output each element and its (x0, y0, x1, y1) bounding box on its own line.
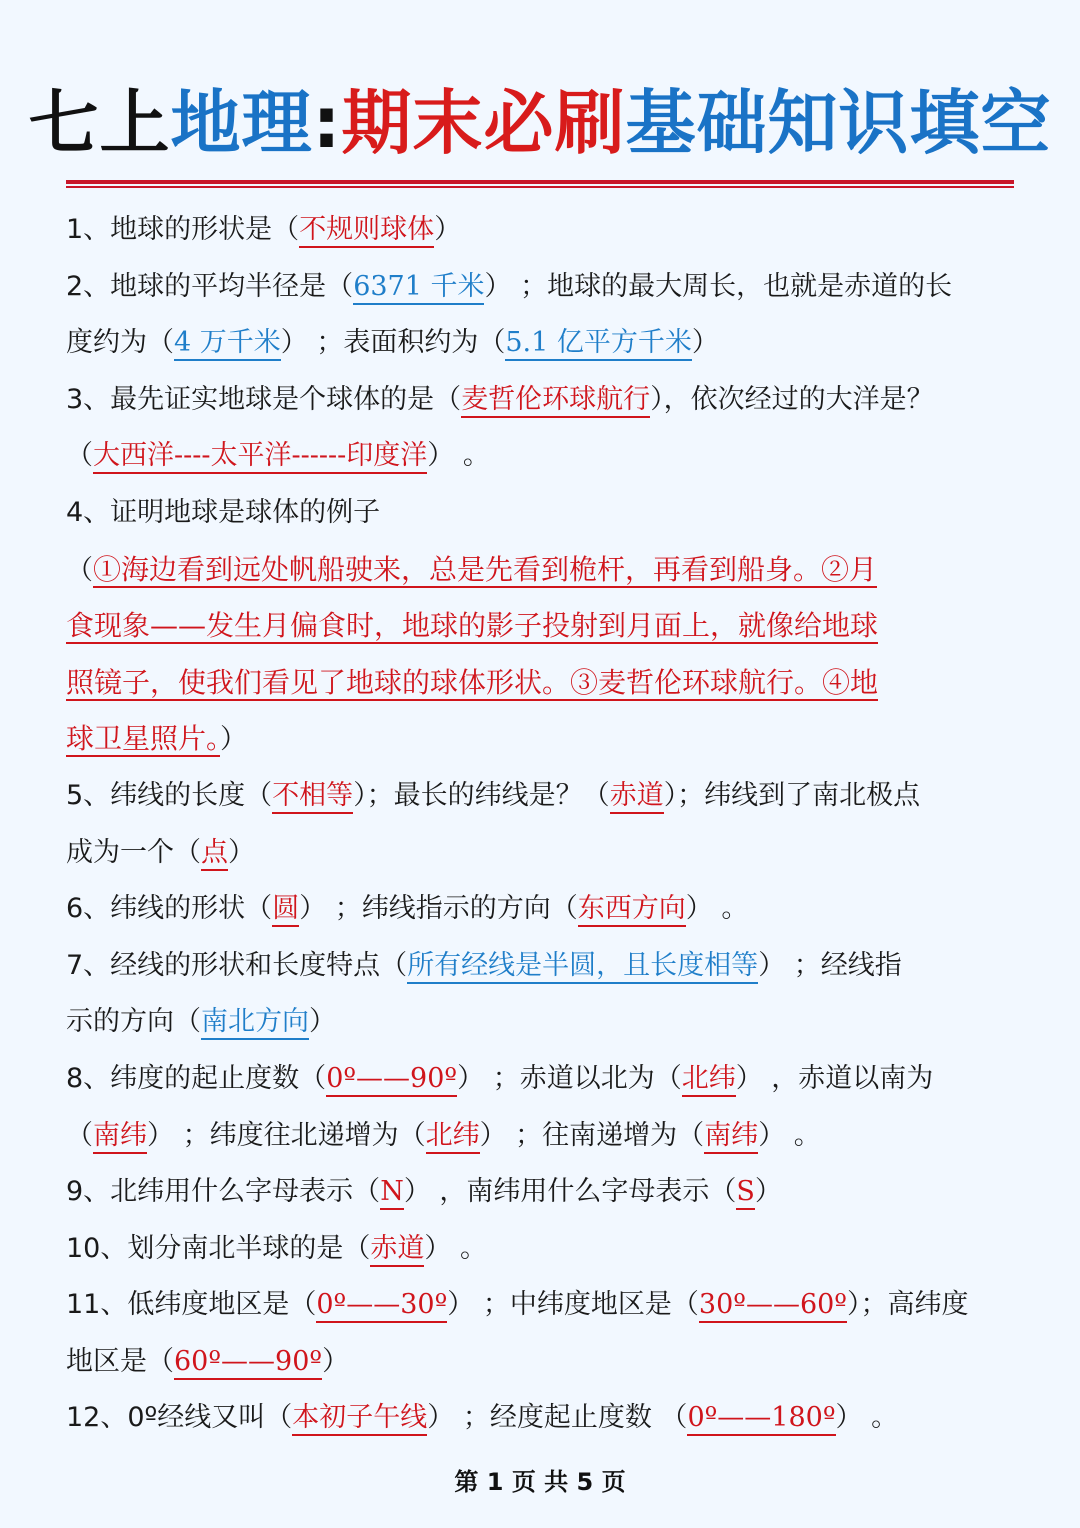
question-4-line-2 (66, 542, 1016, 599)
question-text: 5、纬线的长度（ (66, 779, 273, 811)
answer: 本初子午线 (292, 1402, 427, 1436)
answer: 南纬 (93, 1120, 147, 1154)
question-text: 6、纬线的形状（ (66, 893, 273, 925)
question-text: ） ；表面积约为（ (280, 327, 506, 359)
question-7-line-1 (66, 938, 1016, 995)
page-title (0, 78, 1080, 168)
question-text: ）；高纬度 (847, 1289, 969, 1321)
title-colon: : (312, 82, 342, 164)
title-topic: 基础知识填空 (625, 82, 1052, 164)
answer: 0º——180º (687, 1402, 835, 1436)
question-text: ） (322, 1345, 350, 1377)
answer: 0º——30º (316, 1289, 447, 1323)
answer: 北纬 (426, 1120, 480, 1154)
question-9 (66, 1164, 1016, 1221)
question-text: 11、低纬度地区是（ (66, 1289, 317, 1321)
answer: 食现象——发生月偏食时，地球的影子投射到月面上，就像给地球 (66, 609, 879, 643)
question-5-line-2 (66, 825, 1016, 882)
question-text: ） ；经线指 (758, 949, 902, 981)
answer: 所有经线是半圆，且长度相等 (407, 950, 758, 984)
question-text: ） ；经度起止度数 （ (427, 1402, 688, 1434)
question-text: ） (309, 1006, 336, 1038)
question-text: 地区是（ (66, 1345, 174, 1377)
answer: 东西方向 (578, 893, 686, 927)
title-rule-thick (66, 180, 1014, 184)
question-4-line-3 (66, 598, 1016, 655)
question-text: （ (66, 554, 93, 586)
question-text: ） 。 (758, 1119, 821, 1151)
question-text: （ (66, 440, 93, 472)
question-text: ） ，南纬用什么字母表示（ (403, 1176, 737, 1208)
question-11-line-2 (66, 1334, 1016, 1391)
answer: 南北方向 (201, 1006, 309, 1040)
question-text: 8、纬度的起止度数（ (66, 1062, 327, 1094)
question-text: ），依次经过的大洋是？ (650, 383, 934, 415)
question-7-line-2 (66, 994, 1016, 1051)
answer: ①海边看到远处帆船驶来，总是先看到桅杆，再看到船身。②月 (93, 552, 878, 586)
answer: 北纬 (682, 1063, 736, 1097)
question-5-line-1 (66, 768, 1016, 825)
question-text: ） ；中纬度地区是（ (447, 1289, 699, 1321)
question-text: ） 。 (685, 893, 749, 925)
answer: 球卫星照片。 (66, 722, 221, 756)
answer: 大西洋----太平洋------印度洋 (93, 440, 427, 474)
answer: 6371 千米 (353, 271, 484, 305)
question-text: ） (691, 327, 719, 359)
question-11-line-1 (66, 1277, 1016, 1334)
question-text: ） ；纬线指示的方向（ (299, 893, 578, 925)
title-grade: 七上 (28, 82, 171, 164)
question-1 (66, 202, 1016, 259)
question-8-line-2 (66, 1108, 1016, 1165)
answer: N (380, 1176, 404, 1210)
question-text: ） 。 (424, 1232, 487, 1264)
question-3-line-2 (66, 428, 1016, 485)
answer: 麦哲伦环球航行 (461, 384, 650, 418)
page-number: 第 1 页 共 5 页 (454, 1468, 626, 1496)
question-text: ）；纬线到了南北极点 (663, 779, 921, 811)
answer: 5.1 亿平方千米 (505, 327, 692, 361)
question-text: ）；最长的纬线是？（ (353, 779, 610, 811)
question-text: ） ；地球的最大周长，也就是赤道的长 (484, 270, 953, 302)
question-4-line-4 (66, 655, 1016, 712)
answer: 赤道 (610, 780, 664, 814)
answer: S (736, 1176, 755, 1210)
answer: 赤道 (370, 1233, 424, 1267)
question-text: （ (66, 1119, 93, 1151)
question-4-line-5 (66, 711, 1016, 768)
question-4-line-1 (66, 485, 1016, 542)
answer: 不相等 (272, 780, 353, 814)
answer: 0º——90º (326, 1063, 457, 1097)
question-text: 10、划分南北半球的是（ (66, 1232, 371, 1264)
question-text: 3、最先证实地球是个球体的是（ (66, 383, 462, 415)
question-text: ） ；往南递增为（ (479, 1119, 705, 1151)
answer: 4 万千米 (174, 327, 281, 361)
question-text: 度约为（ (66, 327, 174, 359)
answer: 圆 (272, 893, 299, 927)
answer: 点 (201, 837, 228, 871)
question-12 (66, 1390, 1016, 1447)
question-8-line-1 (66, 1051, 1016, 1108)
answer: 60º——90º (174, 1346, 322, 1380)
question-10 (66, 1221, 1016, 1278)
question-text: ） ；纬度往北递增为（ (147, 1119, 426, 1151)
title-subject: 地理 (170, 82, 313, 164)
question-text: 4、证明地球是球体的例子 (66, 496, 381, 528)
question-text: 7、经线的形状和长度特点（ (66, 949, 408, 981)
answer: 南纬 (704, 1120, 758, 1154)
title-exam: 期末必刷 (341, 82, 626, 164)
title-rule-thin (66, 186, 1014, 188)
answer: 照镜子，使我们看见了地球的球体形状。③麦哲伦环球航行。④地 (66, 665, 879, 699)
question-text: 示的方向（ (66, 1006, 201, 1038)
question-2-line-1 (66, 259, 1016, 316)
question-text: ） (228, 836, 255, 868)
question-text: 1、地球的形状是（ (66, 214, 300, 245)
question-text: ） ，赤道以南为 (735, 1062, 934, 1094)
question-text: ） (434, 214, 462, 245)
question-text: 9、北纬用什么字母表示（ (66, 1176, 381, 1208)
question-list (66, 202, 1016, 1447)
question-3-line-1 (66, 372, 1016, 429)
question-text: ） (754, 1176, 782, 1208)
answer: 不规则球体 (299, 214, 434, 248)
question-text: ） 。 (427, 440, 490, 472)
question-text: 2、地球的平均半径是（ (66, 270, 354, 302)
question-text: ） 。 (835, 1402, 899, 1434)
answer: 30º——60º (699, 1289, 847, 1323)
question-text: 12、0º经线又叫（ (66, 1402, 293, 1434)
question-text: 成为一个（ (66, 836, 201, 868)
question-text: ） (220, 724, 248, 756)
question-text: ） ；赤道以北为（ (457, 1062, 682, 1094)
question-6 (66, 881, 1016, 938)
question-2-line-2 (66, 315, 1016, 372)
